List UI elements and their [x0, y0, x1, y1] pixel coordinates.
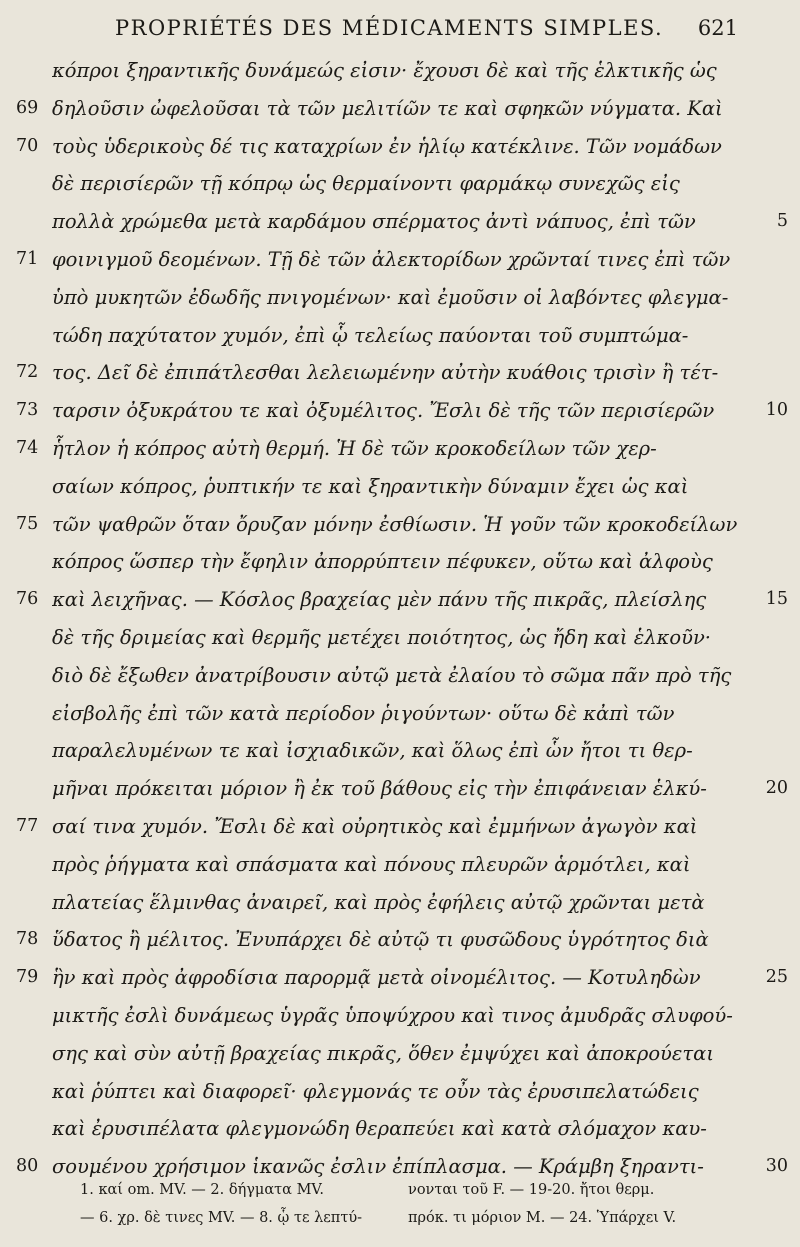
text-line [0, 846, 800, 884]
page-number: 621 [697, 16, 738, 40]
line-text: ὕδατος ἢ μέλιτος. Ἐνυπάρχει δὲ αὐτῷ τι φυσῶδους ὑγρότητος διὰ [52, 928, 709, 952]
footnote-right: νονται τοῦ F. — 19-20. ἤτοι θερμ. [408, 1182, 655, 1198]
text-line [0, 581, 800, 619]
text-line [0, 430, 800, 468]
line-text: τῶν ψαθρῶν ὅταν ὄρυζαν μόνην ἐσθίωσιν. Ἡ γοῦν τῶν κροκοδείλων [52, 512, 738, 536]
line-text: μικτῆς ἐσλὶ δυνάμεως ὑγρᾶς ὑποψύχρου καὶ τινος ἀμυδρᾶς σλυφού- [52, 1003, 733, 1027]
marginal-section-number: 75 [16, 513, 39, 534]
text-line [0, 543, 800, 581]
marginal-section-number: 74 [16, 437, 39, 458]
line-number: 30 [765, 1156, 788, 1177]
page-header [0, 16, 800, 48]
main-text [0, 52, 800, 1186]
running-title: PROPRIÉTÉS DES MÉDICAMENTS SIMPLES. [115, 16, 664, 40]
text-line [0, 695, 800, 733]
line-text: δὲ περισίερῶν τῇ κόπρῳ ὡς θερμαίνοντι φαρμάκῳ συνεχῶς εἰς [52, 172, 680, 196]
line-text: σαίων κόπρος, ῥυπτικήν τε καὶ ξηραντικὴν δύναμιν ἔχει ὡς καὶ [52, 474, 689, 498]
text-line [0, 241, 800, 279]
footnote-right: πρόκ. τι μόριον M. — 24. Ὑπάρχει V. [408, 1210, 677, 1226]
marginal-section-number: 71 [16, 248, 39, 269]
line-text: πρὸς ῥήγματα καὶ σπάσματα καὶ πόνους πλευρῶν ἁρμότλει, καὶ [52, 852, 691, 876]
text-line [0, 354, 800, 392]
text-line [0, 997, 800, 1035]
marginal-section-number: 79 [16, 967, 39, 988]
footnotes [0, 1176, 800, 1232]
line-text: σης καὶ σὺν αὐτῇ βραχείας πικρᾶς, ὅθεν ἐμψύχει καὶ ἀποκρούεται [52, 1041, 714, 1065]
line-text: δηλοῦσιν ὠφελοῦσαι τὰ τῶν μελιτίῶν τε καὶ σφηκῶν νύγματα. Καὶ [52, 96, 723, 120]
text-line [0, 619, 800, 657]
line-text: παραλελυμένων τε καὶ ἰσχιαδικῶν, καὶ ὅλως ἐπὶ ὧν ἤτοι τι θερ- [52, 739, 693, 763]
line-number: 25 [765, 967, 788, 988]
text-line [0, 52, 800, 90]
line-text: τοὺς ὑδερικοὺς δέ τις καταχρίων ἐν ἡλίῳ κατέκλινε. Τῶν νομάδων [52, 134, 722, 158]
line-number: 5 [776, 211, 788, 232]
text-line [0, 279, 800, 317]
footnote-line [0, 1204, 800, 1232]
line-text: ταρσιν ὀξυκράτου τε καὶ ὀξυμέλιτος. Ἔσλι δὲ τῆς τῶν περισίερῶν [52, 399, 715, 423]
text-line [0, 884, 800, 922]
text-line [0, 90, 800, 128]
marginal-section-number: 69 [16, 97, 39, 118]
marginal-section-number: 70 [16, 135, 39, 156]
line-text: τώδη παχύτατον χυμόν, ἐπὶ ᾧ τελείως παύονται τοῦ συμπτώμα- [52, 323, 689, 347]
marginal-section-number: 72 [16, 362, 39, 383]
text-line [0, 657, 800, 695]
line-text: μῆναι πρόκειται μόριον ἢ ἐκ τοῦ βάθους εἰς τὴν ἐπιφάνειαν ἑλκύ- [52, 777, 707, 801]
footnote-left: — 6. χρ. δὲ τινες MV. — 8. ᾧ τε λεπτύ- [80, 1210, 363, 1226]
text-line [0, 921, 800, 959]
text-line [0, 808, 800, 846]
marginal-section-number: 78 [16, 929, 39, 950]
line-text: εἰσβολῆς ἐπὶ τῶν κατὰ περίοδον ῥιγούντων· οὕτω δὲ κἀπὶ τῶν [52, 701, 675, 725]
text-line [0, 732, 800, 770]
marginal-section-number: 76 [16, 589, 39, 610]
line-text: κόπρος ὥσπερ τὴν ἔφηλιν ἀπορρύπτειν πέφυκεν, οὕτω καὶ ἀλφοὺς [52, 550, 713, 574]
marginal-section-number: 73 [16, 400, 39, 421]
text-line [0, 1110, 800, 1148]
footnote-line [0, 1176, 800, 1204]
footnote-left: 1. καί om. MV. — 2. δήγματα MV. [80, 1182, 324, 1198]
line-text: ἣν καὶ πρὸς ἀφροδίσια παρορμᾷ μετὰ οἰνομέλιτος. — Κοτυληδὼν [52, 966, 701, 990]
line-text: καὶ λειχῆνας. — Κόσλος βραχείας μὲν πάνυ τῆς πικρᾶς, πλείσλης [52, 588, 707, 612]
text-line [0, 128, 800, 166]
marginal-section-number: 77 [16, 815, 39, 836]
line-text: φοινιγμοῦ δεομένων. Τῇ δὲ τῶν ἀλεκτορίδων χρῶνταί τινες ἐπὶ τῶν [52, 247, 731, 271]
line-text: σαί τινα χυμόν. Ἔσλι δὲ καὶ οὐρητικὸς καὶ ἐμμήνων ἀγωγὸν καὶ [52, 814, 698, 838]
line-text: πλατείας ἕλμινθας ἀναιρεῖ, καὶ πρὸς ἐφήλεις αὐτῷ χρῶνται μετὰ [52, 890, 705, 914]
text-line [0, 317, 800, 355]
text-line [0, 770, 800, 808]
text-line [0, 1035, 800, 1073]
text-line [0, 392, 800, 430]
line-text: κόπροι ξηραντικῆς δυνάμεώς εἰσιν· ἔχουσι δὲ καὶ τῆς ἑλκτικῆς ὡς [52, 59, 717, 82]
line-text: καὶ ἐρυσιπέλατα φλεγμονώδη θεραπεύει καὶ κατὰ σλόμαχον καυ- [52, 1117, 707, 1141]
line-number: 15 [765, 589, 788, 610]
line-text: πολλὰ χρώμεθα μετὰ καρδάμου σπέρματος ἀντὶ νάπυος, ἐπὶ τῶν [52, 210, 696, 234]
line-text: ὑπὸ μυκητῶν ἐδωδῆς πνιγομένων· καὶ ἐμοῦσιν οἱ λαβόντες φλεγμα- [52, 285, 729, 309]
line-text: δὲ τῆς δριμείας καὶ θερμῆς μετέχει ποιότητος, ὡς ἤδη καὶ ἑλκοῦν· [52, 625, 712, 649]
marginal-section-number: 80 [16, 1156, 39, 1177]
text-line [0, 468, 800, 506]
text-line [0, 959, 800, 997]
line-text: σουμένου χρήσιμον ἱκανῶς ἐσλιν ἐπίπλασμα. — Κράμβη ξηραντι- [52, 1155, 704, 1179]
line-text: διὸ δὲ ἔξωθεν ἀνατρίβουσιν αὐτῷ μετὰ ἐλαίου τὸ σῶμα πᾶν πρὸ τῆς [52, 663, 732, 687]
line-text: ἧτλον ἡ κόπρος αὐτὴ θερμή. Ἡ δὲ τῶν κροκοδείλων τῶν χερ- [52, 436, 657, 460]
text-line [0, 506, 800, 544]
line-text: καὶ ῥύπτει καὶ διαφορεῖ· φλεγμονάς τε οὖν τὰς ἐρυσιπελατώδεις [52, 1079, 699, 1103]
line-text: τος. Δεῖ δὲ ἐπιπάτλεσθαι λελειωμένην αὐτὴν κυάθοις τρισὶν ἢ τέτ- [52, 361, 719, 385]
line-number: 20 [765, 778, 788, 799]
line-number: 10 [765, 400, 788, 421]
text-line [0, 1073, 800, 1111]
text-line [0, 203, 800, 241]
text-line [0, 165, 800, 203]
